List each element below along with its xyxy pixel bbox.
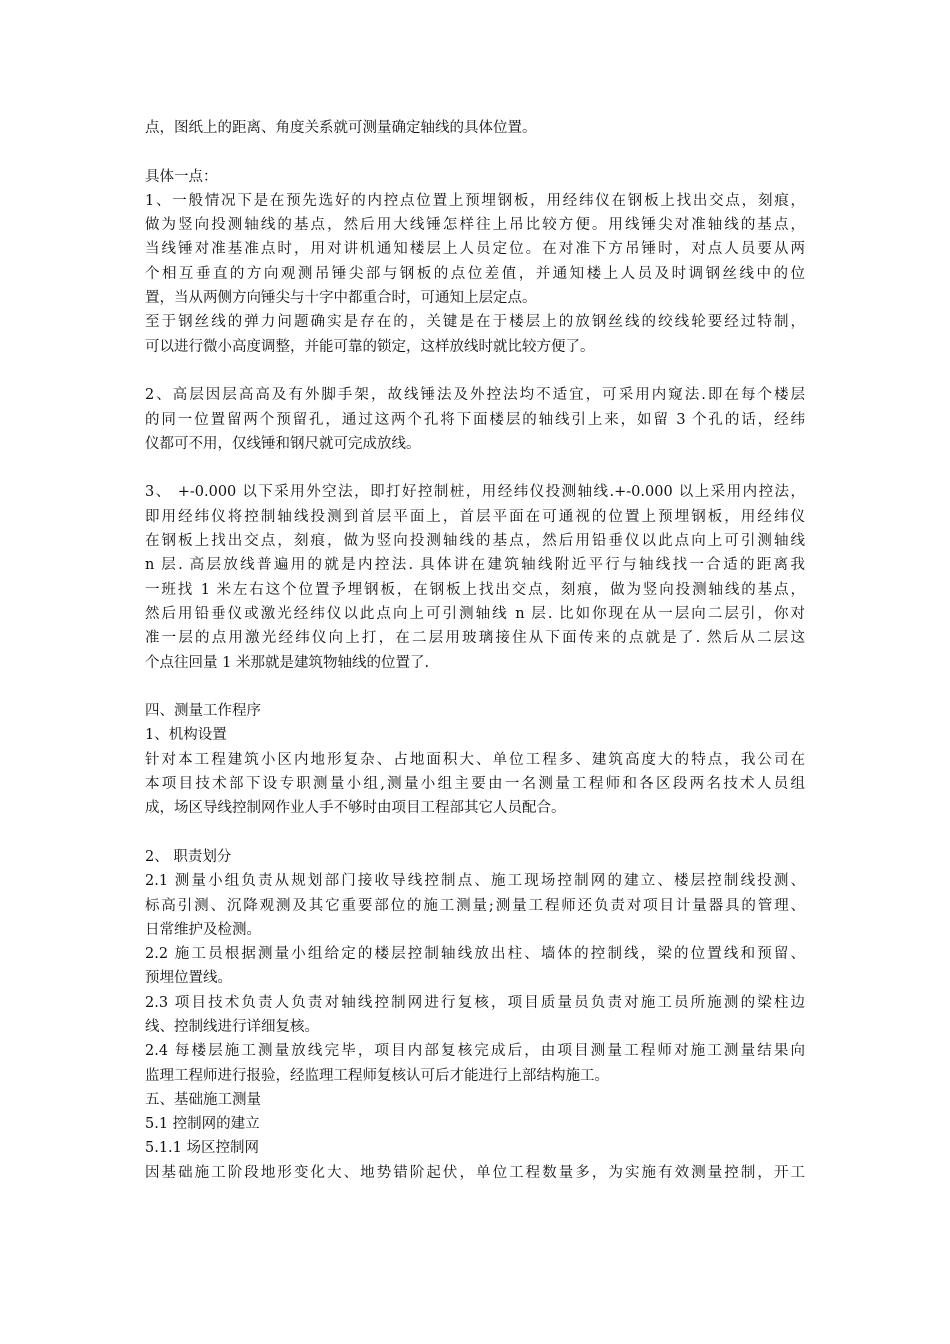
text-line: 2.4 每楼层施工测量放线完毕，项目内部复核完成后，由项目测量工程师对施工测量结果向 xyxy=(145,1043,805,1060)
blank-line xyxy=(145,821,805,845)
text-line: 至于钢丝线的弹力问题确实是存在的，关键是在于楼层上的放钢丝线的绞线轮要经过特制， xyxy=(145,314,805,331)
text-line: 个相互垂直的方向观测吊锤尖部与钢板的点位差值，并通知楼上人员及时调钢丝线中的位 xyxy=(145,265,805,282)
text-line: 准一层的点用激光经纬仪向上打，在二层用玻璃接住从下面传来的点就是了. 然后从二层这 xyxy=(145,630,805,647)
subsection-heading: 5.1 控制网的建立 xyxy=(145,1116,260,1133)
text-line: 点，图纸上的距离、角度关系就可测量确定轴线的具体位置。 xyxy=(145,120,537,136)
text-line: 当线锤对准基准点时，用对讲机通知楼层上人员定位。在对准下方吊锤时，对点人员要从两 xyxy=(145,241,805,258)
text-line: 1、一般情况下是在预先选好的内控点位置上预埋钢板，用经纬仪在钢板上找出交点，刻痕， xyxy=(145,192,805,209)
text-line: 因基础施工阶段地形变化大、地势错阶起伏，单位工程数量多，为实施有效测量控制，开工 xyxy=(145,1164,805,1181)
text-line: 成，场区导线控制网作业人手不够时由项目工程部其它人员配合。 xyxy=(145,800,566,817)
blank-line xyxy=(145,359,805,383)
text-line: 2.1 测量小组负责从规划部门接收导线控制点、施工现场控制网的建立、楼层控制线投测、 xyxy=(145,873,805,890)
text-line: 的同一位置留两个预留孔，通过这两个孔将下面楼层的轴线引上来，如留 3 个孔的话，经纬 xyxy=(145,411,805,428)
text-line: 2.3 项目技术负责人负责对轴线控制网进行复核，项目质量员负责对施工员所施测的梁柱边 xyxy=(145,994,805,1011)
document-body xyxy=(145,116,805,1185)
text-line: 3、 +-0.000 以下采用外空法，即打好控制桩，用经纬仪投测轴线.+-0.000 以上采用内控法， xyxy=(145,484,805,501)
text-line: 针对本工程建筑小区内地形复杂、占地面积大、单位工程多、建筑高度大的特点，我公司在 xyxy=(145,751,805,768)
text-line: 2.2 施工员根据测量小组给定的楼层控制轴线放出柱、墙体的控制线，梁的位置线和预留、 xyxy=(145,946,805,963)
section-heading: 五、基础施工测量 xyxy=(145,1091,261,1108)
text-line: 本项目技术部下设专职测量小组,测量小组主要由一名测量工程师和各区段两名技术人员组 xyxy=(145,776,805,793)
text-line: 做为竖向投测轴线的基点，然后用大线锤怎样往上吊比较方便。用线锤尖对准轴线的基点， xyxy=(145,217,805,234)
text-line: 具体一点： xyxy=(145,168,218,185)
text-line: n 层. 高层放线普遍用的就是内控法. 具体讲在建筑轴线附近平行与轴线找一合适的距离我 xyxy=(145,557,805,574)
text-line: 置，当从两侧方向锤尖与十字中都重合时，可通知上层定点。 xyxy=(145,290,537,307)
text-line: 线、控制线进行详细复核。 xyxy=(145,1018,319,1035)
text-line: 即用经纬仪将控制轴线投测到首层平面上，首层平面在可通视的位置上预埋钢板，用经纬仪 xyxy=(145,508,805,525)
blank-line xyxy=(145,456,805,480)
text-line: 日常维护及检测。 xyxy=(145,921,261,938)
text-line: 标高引测、沉降观测及其它重要部位的施工测量;测量工程师还负责对项目计量器具的管理、 xyxy=(145,897,805,914)
section-heading: 四、测量工作程序 xyxy=(145,703,261,720)
text-line: 监理工程师进行报验，经监理工程师复核认可后才能进行上部结构施工。 xyxy=(145,1067,609,1084)
text-line: 一班找 1 米左右这个位置予埋钢板，在钢板上找出交点，刻痕，做为竖向投测轴线的基点， xyxy=(145,581,805,598)
blank-line xyxy=(145,140,805,164)
text-line: 在钢板上找出交点，刻痕，做为竖向投测轴线的基点，然后用铅垂仪以此点向上可引测轴线 xyxy=(145,533,805,550)
text-line: 个点往回量 1 米那就是建筑物轴线的位置了. xyxy=(145,654,430,671)
text-line: 预埋位置线。 xyxy=(145,970,232,987)
subsection-heading: 5.1.1 场区控制网 xyxy=(145,1140,260,1157)
text-line: 仪都可不用，仅线锤和钢尺就可完成放线。 xyxy=(145,435,421,452)
subsection-heading: 2、 职责划分 xyxy=(145,848,232,865)
text-line: 可以进行微小高度调整，并能可靠的锁定，这样放线时就比较方便了。 xyxy=(145,338,595,355)
text-line: 2、高层因层高高及有外脚手架，故线锤法及外控法均不适宜，可采用内窥法.即在每个楼层 xyxy=(145,387,805,404)
text-line: 然后用铅垂仪或激光经纬仪以此点向上可引测轴线 n 层. 比如你现在从一层向二层引，你对 xyxy=(145,605,805,622)
blank-line xyxy=(145,675,805,699)
subsection-heading: 1、机构设置 xyxy=(145,727,227,744)
